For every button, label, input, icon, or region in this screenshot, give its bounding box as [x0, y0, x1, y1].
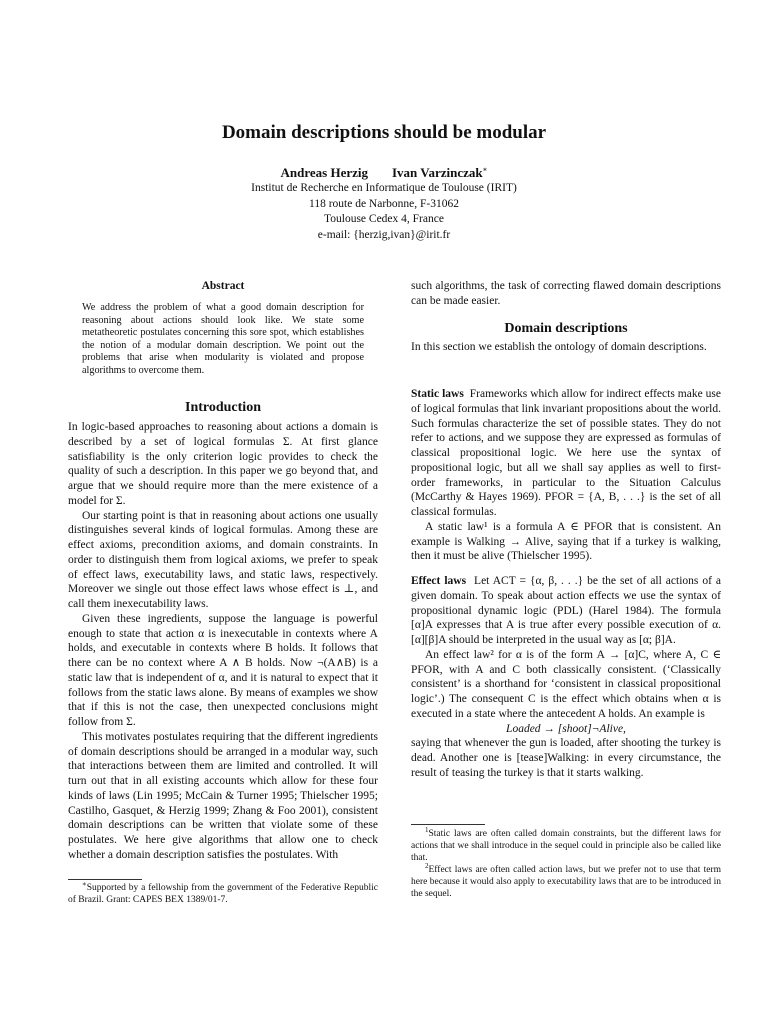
footnotes-right: [411, 825, 721, 900]
footnote-funding: ∗Supported by a fellowship from the government of the Federative Republic of Brazil. Grant: CAPES BEX 1389/01-7.: [68, 879, 378, 905]
introduction-body: [68, 420, 378, 863]
paragraph: A static law¹ is a formula A ∈ PFOR that is consistent. An example is Walking → Alive, saying that if a turkey is walking, then it must be alive (Thielscher 1995).: [411, 520, 721, 563]
runin-heading-effect-laws: Effect laws: [411, 575, 467, 587]
affiliation-email: e-mail: {herzig,ivan}@irit.fr: [317, 228, 451, 241]
footnote-mark: ∗: [82, 879, 87, 888]
author-name: Ivan Varzinczak: [392, 165, 483, 180]
author-name: Andreas Herzig: [280, 165, 368, 180]
affiliation: [0, 181, 768, 243]
abstract-text: We address the problem of what a good domain description for reasoning about actions should look like. We state some metatheoretic postulates concerning this sore spot, which establishes the notion of a modular domain description. We point out the problems that arise when modularity is violated and propose algorithms to overcome them.: [82, 302, 364, 376]
paragraph: An effect law² for α is of the form A → [α]C, where A, C ∈ PFOR, with A and C both classically consistent. (‘Classically consistent’ is a shorthand for ‘consistent in classical propositional logic’.) The consequent C is the effect which obtains when α is executed in a state where the antecedent A holds. An example is: [411, 648, 721, 720]
paragraph: Given these ingredients, suppose the language is powerful enough to state that action α is inexecutable in contexts where A holds, and executable in contexts where B holds. It follows that there can be no context where A ∧ B holds. Now ¬(A∧B) is a static law that is independent of α, and it is natural to expect that it follows from the static laws alone. By means of examples we show that if this is not the case, then unexpected conclusions might follow from Σ.: [68, 612, 378, 728]
footnote-rule: [68, 879, 142, 880]
paragraph: This motivates postulates requiring that the different ingredients of domain descriptions should be arranged in a modular way, such that interactions between them are limited and controlled. It will turn out that in all existing accounts which allow for these four kinds of laws (Lin 1995; McCain & Turner 1995; Thielscher 1995; Castilho, Gasquet, & Herzig 1999; Zhang & Foo 2001), consistent domain descriptions can be written that violate some of these postulates. We here give algorithms that allow one to check whether a domain description satisfies the postulates. With: [68, 730, 378, 861]
footnote-2: $^2$Effect laws are often called action laws, but we prefer not to use that term here because it would also apply to executability laws that are to be introduced in the sequel.: [411, 861, 721, 899]
paragraph: Our starting point is that in reasoning about actions one usually distinguishes several kinds of logical formulas. Among these are effect axioms, precondition axioms, and domain constraints. In order to distinguish them from logical axioms, we prefer to speak of effect laws, executability laws, and static laws, respectively. Moreover we single out those effect laws whose effect is ⊥, and call them inexecutability laws.: [68, 509, 378, 610]
footnote-rule: [411, 824, 485, 825]
footnote-1: $^1$Static laws are often called domain constraints, but the different laws for actions that we shall introduce in the sequel could in principle also be called like that.: [411, 825, 721, 863]
paragraph: In logic-based approaches to reasoning about actions a domain is described by a set of logical formulas Σ. At first glance satisfiability is the only criterion logic provides to check the quality of such a description. In this paper we go beyond that, and argue that we should require more than the mere existence of a model for Σ.: [68, 421, 378, 507]
paragraph: saying that whenever the gun is loaded, after shooting the turkey is dead. Another one is [tease]Walking: in every circumstance, the result of teasing the turkey is that it starts walking.: [411, 737, 721, 779]
author-line: [0, 165, 768, 181]
section-heading-domain-descriptions: Domain descriptions: [504, 321, 628, 336]
affiliation-line: Toulouse Cedex 4, France: [324, 213, 444, 225]
footnote-mark: ∗: [482, 165, 488, 174]
section-heading-introduction: Introduction: [185, 400, 261, 415]
affiliation-line: Institut de Recherche en Informatique de Toulouse (IRIT): [251, 182, 517, 194]
runin-heading-static-laws: Static laws: [411, 388, 464, 400]
domain-descriptions-intro: In this section we establish the ontology of domain descriptions.: [411, 341, 707, 353]
formula: Loaded → [shoot]¬Alive,: [506, 722, 626, 735]
paper-title: Domain descriptions should be modular: [221, 122, 547, 143]
static-laws-paragraph: Static laws Frameworks which allow for indirect effects make use of logical formulas that link invariant propositions about the world. Such formulas characterize the set of possible states. They do not refer to actions, and we suppose they are expressed as formulas of classical propositional logic. We here use the syntax of propositional logic, but all we shall say applies as well to first-order frameworks, in particular to the Situation Calculus (McCarthy & Hayes 1969). PFOR = {A, B, . . .} is the set of all classical formulas. A static law¹ is a formula A ∈ PFOR that is consistent. An example is Walking → Alive, saying that if a turkey is walking, then it must be alive (Thielscher 1995).: [411, 388, 721, 563]
abstract-heading: Abstract: [201, 280, 245, 292]
effect-laws-paragraph: Effect laws Let ACT = {α, β, . . .} be the set of all actions of a given domain. To speak about action effects we use the syntax of propositional dynamic logic (PDL) (Harel 1984). The formula [α]A expresses that A is true after every possible execution of α. [α][β]A should be interpreted in the usual way as [α; β]A. An effect law² for α is of the form A → [α]C, where A, C ∈ PFOR, with A and C both classically consistent. (‘Classically consistent’ is a shorthand for ‘consistent in classical propositional logic’.) The consequent C is the effect which obtains when α is executed in a state where the antecedent A holds. An example is Loaded → [shoot]¬Alive, saying that whenever the gun is loaded, after shooting the turkey is dead. Another one is [tease]Walking: in every circumstance, the result of teasing the turkey is that it starts walking.: [411, 575, 722, 779]
affiliation-line: 118 route de Narbonne, F-31062: [309, 197, 459, 210]
continued-text: such algorithms, the task of correcting flawed domain descriptions can be made easier.: [411, 280, 721, 307]
